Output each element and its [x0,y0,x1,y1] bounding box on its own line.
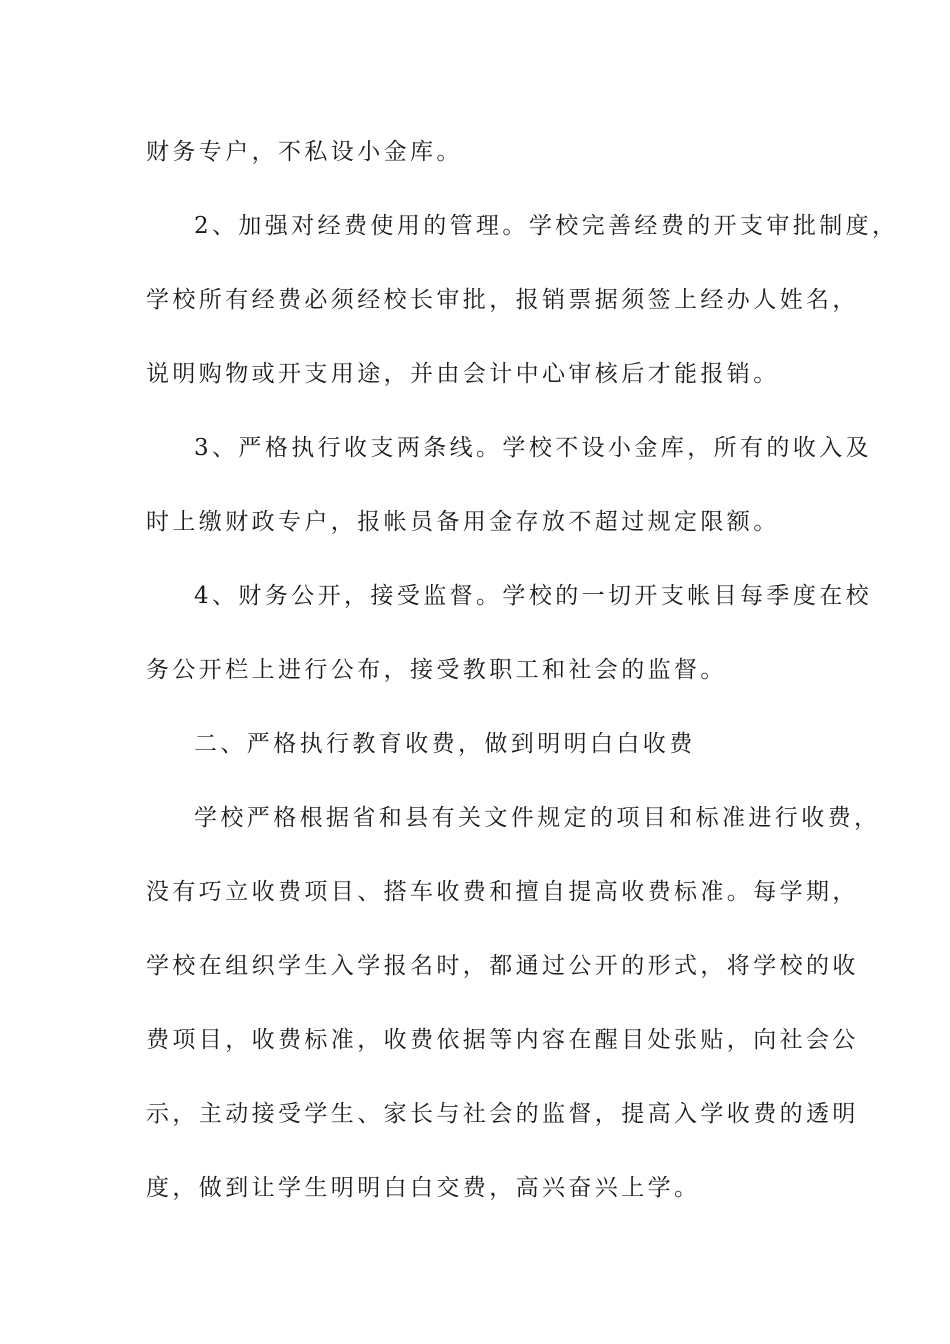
text-line: 2、加强对经费使用的管理。学校完善经费的开支审批制度， [194,213,899,239]
section-heading: 二、严格执行教育收费，做到明明白白收费 [194,731,696,757]
text-line: 示，主动接受学生、家长与社会的监督，提高入学收费的透明 [146,1101,859,1127]
text-line: 财务专户，不私设小金库。 [146,139,463,165]
text-line: 学校严格根据省和县有关文件规定的项目和标准进行收费， [194,805,881,831]
text-line: 务公开栏上进行公布，接受教职工和社会的监督。 [146,657,727,683]
text-line: 时上缴财政专户，报帐员备用金存放不超过规定限额。 [146,509,780,535]
text-line: 学校所有经费必须经校长审批，报销票据须签上经办人姓名， [146,287,859,313]
text-line: 说明购物或开支用途，并由会计中心审核后才能报销。 [146,361,780,387]
text-line: 费项目，收费标准，收费依据等内容在醒目处张贴，向社会公 [146,1027,859,1053]
text-line: 度，做到让学生明明白白交费，高兴奋兴上学。 [146,1175,701,1201]
text-line: 没有巧立收费项目、搭车收费和擅自提高收费标准。每学期， [146,879,859,905]
text-line: 3、严格执行收支两条线。学校不设小金库，所有的收入及 [194,435,873,461]
text-line: 4、财务公开，接受监督。学校的一切开支帐目每季度在校 [194,583,873,609]
text-line: 学校在组织学生入学报名时，都通过公开的形式，将学校的收 [146,953,859,979]
